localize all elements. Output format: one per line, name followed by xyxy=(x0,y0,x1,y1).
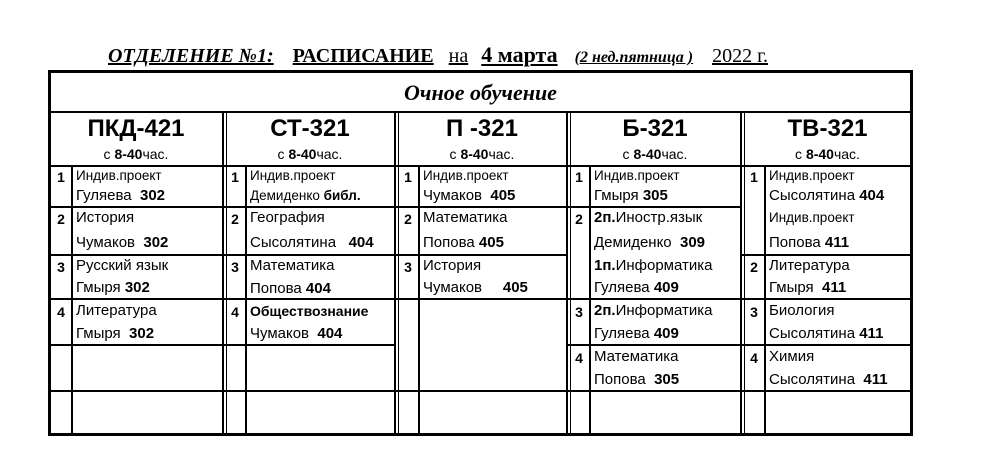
group-start-time: с 8-40час. xyxy=(795,146,860,162)
number-column-divider xyxy=(589,165,591,433)
page-title xyxy=(108,40,868,70)
row-divider xyxy=(224,254,396,256)
row-divider xyxy=(568,206,742,208)
lesson-teacher-room: Попова 404 xyxy=(250,280,331,297)
number-column-divider xyxy=(71,165,73,433)
row-divider xyxy=(396,254,568,256)
lesson-teacher-room: Чумаков 405 xyxy=(423,279,528,296)
row-divider xyxy=(396,206,568,208)
group-start-time: с 8-40час. xyxy=(277,146,343,162)
lesson-teacher-room: Демиденко 309 xyxy=(594,234,706,251)
lesson-teacher-room: Гуляева 302 xyxy=(76,187,166,204)
lesson-teacher-room: Гмыря 302 xyxy=(76,325,155,342)
lesson-number: 4 xyxy=(750,350,758,366)
lesson-number: 3 xyxy=(57,259,65,275)
lesson-subject: Биология xyxy=(769,302,835,319)
row-divider xyxy=(48,390,913,392)
lesson-subject: География xyxy=(250,209,325,226)
row-divider xyxy=(48,254,224,256)
lesson-number: 4 xyxy=(575,350,583,366)
lesson-teacher-room: Чумаков 404 xyxy=(250,325,343,342)
lesson-subject: 2п.Информатика xyxy=(594,302,713,319)
lesson-subject: Индив.проект xyxy=(594,168,680,183)
row-divider xyxy=(48,298,913,300)
lesson-subject: Математика xyxy=(250,257,335,274)
lesson-teacher-room: Попова 405 xyxy=(423,234,504,251)
group-name: СТ-321 xyxy=(270,115,350,142)
group-start-time: с 8-40час. xyxy=(622,146,688,162)
number-column-divider xyxy=(764,165,766,433)
lesson-subject: Русский язык xyxy=(76,257,169,274)
lesson-subject: Индив.проект xyxy=(769,210,855,225)
department-label: ОТДЕЛЕНИЕ №1: xyxy=(108,45,274,67)
lesson-teacher-room: Демиденко библ. xyxy=(250,188,361,203)
group-name: Б-321 xyxy=(622,115,688,142)
lesson-number: 1 xyxy=(750,169,758,185)
lesson-subject: Литература xyxy=(76,302,157,319)
lesson-teacher-room: Попова 411 xyxy=(769,234,850,251)
week-day: (2 нед.пятница ) xyxy=(574,49,694,66)
lesson-number: 2 xyxy=(404,211,412,227)
group-name: ТВ-321 xyxy=(787,115,868,142)
lesson-subject: 1п.Информатика xyxy=(594,257,713,274)
lesson-subject: Литература xyxy=(769,257,850,274)
group-name: ПКД-421 xyxy=(87,115,185,142)
row-divider xyxy=(48,165,913,167)
lesson-number: 3 xyxy=(231,259,239,275)
lesson-subject: Индив.проект xyxy=(76,168,162,183)
schedule-label: РАСПИСАНИЕ xyxy=(292,45,434,67)
lesson-subject: Обществознание xyxy=(250,303,369,319)
lesson-number: 2 xyxy=(750,259,758,275)
row-divider xyxy=(224,206,396,208)
lesson-teacher-room: Сысолятина 404 xyxy=(250,234,374,251)
lesson-number: 2 xyxy=(575,211,583,227)
group-start-time: с 8-40час. xyxy=(449,146,515,162)
lesson-teacher-room: Гуляева 409 xyxy=(594,279,679,296)
lesson-number: 1 xyxy=(57,169,65,185)
lesson-teacher-room: Попова 305 xyxy=(594,371,680,388)
lesson-number: 3 xyxy=(575,304,583,320)
lesson-teacher-room: Гуляева 409 xyxy=(594,325,679,342)
lesson-subject: Индив.проект xyxy=(423,168,509,183)
group-start-time: с 8-40час. xyxy=(103,146,169,162)
lesson-number: 1 xyxy=(231,169,239,185)
group-name: П -321 xyxy=(446,115,518,142)
lesson-teacher-room: Чумаков 405 xyxy=(423,187,516,204)
schedule-year: 2022 г. xyxy=(712,45,769,67)
row-divider xyxy=(48,206,224,208)
lesson-subject: Математика xyxy=(423,209,508,226)
lesson-subject: Химия xyxy=(769,348,815,365)
lesson-number: 4 xyxy=(57,304,65,320)
lesson-number: 1 xyxy=(404,169,412,185)
on-word: на xyxy=(448,45,469,67)
lesson-number: 4 xyxy=(231,304,239,320)
lesson-teacher-room: Гмыря 411 xyxy=(769,279,847,296)
lesson-subject: Математика xyxy=(594,348,679,365)
row-divider xyxy=(742,254,913,256)
lesson-number: 2 xyxy=(57,211,65,227)
lesson-teacher-room: Сысолятина 411 xyxy=(769,371,888,388)
lesson-number: 1 xyxy=(575,169,583,185)
lesson-teacher-room: Сысолятина 404 xyxy=(769,187,885,204)
lesson-subject: История xyxy=(76,209,135,226)
schedule-date: 4 марта xyxy=(481,42,558,67)
lesson-subject: Индив.проект xyxy=(250,168,336,183)
section-title: Очное обучение xyxy=(404,80,557,105)
lesson-number: 2 xyxy=(231,211,239,227)
lesson-subject: Индив.проект xyxy=(769,168,855,183)
lesson-teacher-room: Гмыря 302 xyxy=(76,279,150,296)
lesson-number: 3 xyxy=(750,304,758,320)
lesson-teacher-room: Гмыря 305 xyxy=(594,187,668,204)
lesson-number: 3 xyxy=(404,259,412,275)
number-column-divider xyxy=(418,165,420,433)
lesson-subject: История xyxy=(423,257,482,274)
number-column-divider xyxy=(245,165,247,433)
lesson-teacher-room: Чумаков 302 xyxy=(76,234,169,251)
lesson-teacher-room: Сысолятина 411 xyxy=(769,325,884,342)
lesson-subject: 2п.Иностр.язык xyxy=(594,209,703,226)
